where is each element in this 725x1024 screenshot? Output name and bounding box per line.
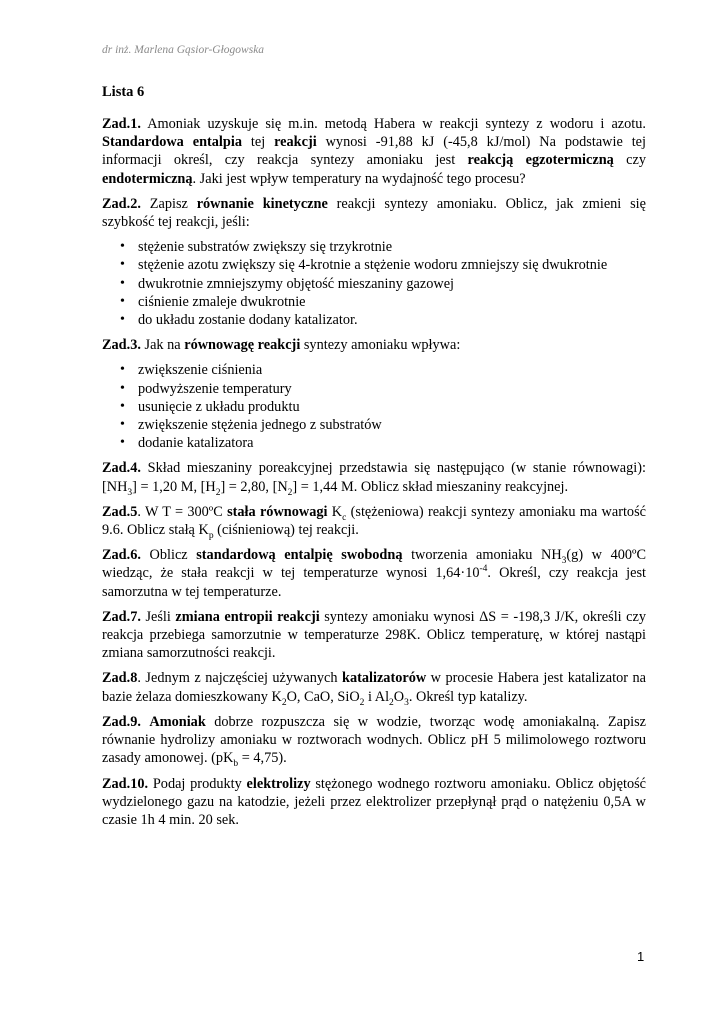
task-label: Zad.8	[102, 670, 138, 687]
task-text: Podaj produkty	[148, 775, 247, 792]
task-text: Amoniak uzyskuje się m.in. metodą Habera w reakcji syntezy z wodoru i azotu.	[140, 116, 646, 132]
task-label: Zad.5	[102, 503, 138, 520]
task-text: . Jaki jest wpływ temperatury na wydajność tego procesu?	[192, 170, 526, 187]
task-text: . W T = 300ºC	[137, 503, 228, 520]
task-text: (ciśnieniową) tej reakcji.	[213, 522, 359, 539]
task-text: O, CaO, SiO	[286, 688, 360, 705]
task-text: K	[327, 503, 343, 520]
subscript: 3	[404, 697, 409, 708]
task-label: Zad.2.	[102, 195, 141, 212]
task-text: wynosi -91,88 kJ (-45,8 kJ/mol) Na podstawie tej informacji określ, czy reakcja syntezy amoniaku jest	[102, 134, 646, 169]
bullet-item: • stężenie azotu zwiększy się 4-krotnie a stężenie wodoru zmniejszy się dwukrotnie	[120, 256, 646, 274]
bullet-item: • do układu zostanie dodany katalizator.	[120, 311, 646, 329]
task-text: (g) w 400ºC wiedząc, że stała reakcji w tej temperaturze wynosi 1,64·10	[102, 547, 646, 582]
task-2	[102, 195, 646, 231]
task-label: Zad.10.	[102, 775, 149, 792]
task-text: . Jednym z najczęściej używanych	[137, 670, 342, 687]
subscript: b	[233, 759, 239, 770]
subscript: 2	[287, 487, 293, 498]
task-7	[102, 608, 646, 663]
task-keyword: endotermiczną	[102, 170, 193, 187]
subscript: 2	[359, 697, 365, 708]
task-text: . Określ typ katalizy.	[408, 688, 528, 705]
superscript: -4	[479, 564, 488, 575]
task-text: Oblicz	[140, 547, 197, 564]
subscript: 3	[561, 556, 567, 567]
task-4	[102, 459, 646, 498]
task-text: syntezy amoniaku wynosi ΔS = -198,3 J/K, określi czy reakcja przebiega samorzutnie w temperaturze 298K. Oblicz temperaturę, w której nastąpi zmiana samorzutności reakcji.	[102, 608, 646, 662]
task-list	[102, 115, 646, 836]
task-text: tworzenia amoniaku NH	[402, 547, 562, 564]
task-text: = 4,75).	[238, 750, 287, 767]
task-1	[102, 115, 646, 188]
bullet-item: • podwyższenie temperatury	[120, 380, 646, 398]
task-keyword: reakcji	[274, 134, 317, 151]
task-text: w procesie Habera jest katalizator na bazie żelaza domieszkowany K	[102, 670, 646, 705]
task-8	[102, 669, 646, 708]
task-keyword: Standardowa entalpia	[102, 134, 242, 151]
task-text: stężonego wodnego roztworu amoniaku. Oblicz objętość wydzielonego gazu na katodzie, jeżeli przez elektrolizer przepłynął prąd o natężeniu 0,5A w czasie 1h 4 min. 20 sek.	[102, 775, 647, 828]
task-label: Zad.9.	[102, 713, 141, 730]
task-text: ] = 1,44 M. Oblicz skład mieszaniny reakcyjnej.	[292, 478, 569, 495]
task-text: dobrze rozpuszcza się w wodzie, tworząc wodę amoniakalną. Zapisz równanie hydrolizy amoniaku w roztworach wodnych. Oblicz pH 5 milimolowego roztworu zasady amonowej. (pK	[102, 713, 646, 767]
task-2-bullet-list	[102, 238, 646, 329]
task-text: tej	[241, 134, 275, 151]
bullet-item: • zwiększenie stężenia jednego z substratów	[120, 416, 646, 434]
author-header: dr inż. Marlena Gąsior-Głogowska	[102, 44, 265, 56]
task-text: Jeśli	[140, 608, 176, 625]
task-keyword: elektrolizy	[246, 775, 311, 792]
task-label: Zad.1.	[102, 116, 141, 132]
task-keyword: reakcją egzotermiczną	[467, 152, 614, 169]
subscript: c	[342, 512, 347, 523]
document-title: Lista 6	[102, 84, 145, 100]
task-5	[102, 503, 646, 539]
task-text: . Określ, czy reakcja jest samorzutna w tej temperaturze.	[102, 565, 646, 600]
task-text: czy	[613, 152, 647, 169]
task-text: ] = 2,80, [N	[220, 478, 288, 495]
task-keyword: stała równowagi	[227, 503, 328, 520]
task-keyword: równowagę reakcji	[184, 337, 301, 354]
task-3	[102, 336, 646, 354]
task-10	[102, 775, 646, 830]
subscript: 2	[281, 697, 287, 708]
bullet-item: • usunięcie z układu produktu	[120, 398, 646, 416]
task-text: Jak na	[140, 337, 185, 354]
subscript: 2	[389, 697, 394, 708]
task-keyword: zmiana entropii reakcji	[175, 608, 320, 625]
task-text: O	[393, 688, 405, 705]
bullet-item: • ciśnienie zmaleje dwukrotnie	[120, 293, 646, 311]
task-keyword: Amoniak	[149, 713, 206, 730]
bullet-item: • zwiększenie ciśnienia	[120, 361, 646, 379]
task-keyword: katalizatorów	[342, 670, 427, 687]
page-number: 1	[637, 949, 645, 964]
bullet-item: • stężenie substratów zwiększy się trzykrotnie	[120, 238, 646, 256]
task-keyword: standardową entalpię swobodną	[196, 547, 403, 564]
task-3-bullet-list	[102, 361, 646, 452]
task-label: Zad.6.	[102, 547, 141, 564]
task-text: reakcji syntezy amoniaku. Oblicz, jak zmieni się szybkość tej reakcji, jeśli:	[102, 195, 646, 231]
subscript: 3	[127, 487, 133, 498]
task-text: i Al	[364, 688, 390, 705]
task-6	[102, 546, 646, 601]
task-label: Zad.3.	[102, 337, 141, 354]
task-text: ] = 1,20 M, [H	[132, 478, 216, 495]
task-label: Zad.4.	[102, 460, 141, 477]
bullet-item: • dwukrotnie zmniejszymy objętość mieszaniny gazowej	[120, 275, 646, 293]
task-text: syntezy amoniaku wpływa:	[300, 337, 461, 354]
task-text: Skład mieszaniny poreakcyjnej przedstawia się następująco (w stanie równowagi): [NH	[102, 460, 646, 495]
task-9	[102, 713, 646, 768]
task-text: Zapisz	[140, 195, 197, 212]
bullet-item: • dodanie katalizatora	[120, 434, 646, 452]
task-text: (stężeniowa) reakcji syntezy amoniaku ma wartość 9.6. Oblicz stałą K	[102, 503, 646, 539]
task-keyword: równanie kinetyczne	[196, 195, 328, 212]
subscript: 2	[215, 487, 221, 498]
task-label: Zad.7.	[102, 608, 141, 625]
subscript: p	[208, 530, 214, 541]
